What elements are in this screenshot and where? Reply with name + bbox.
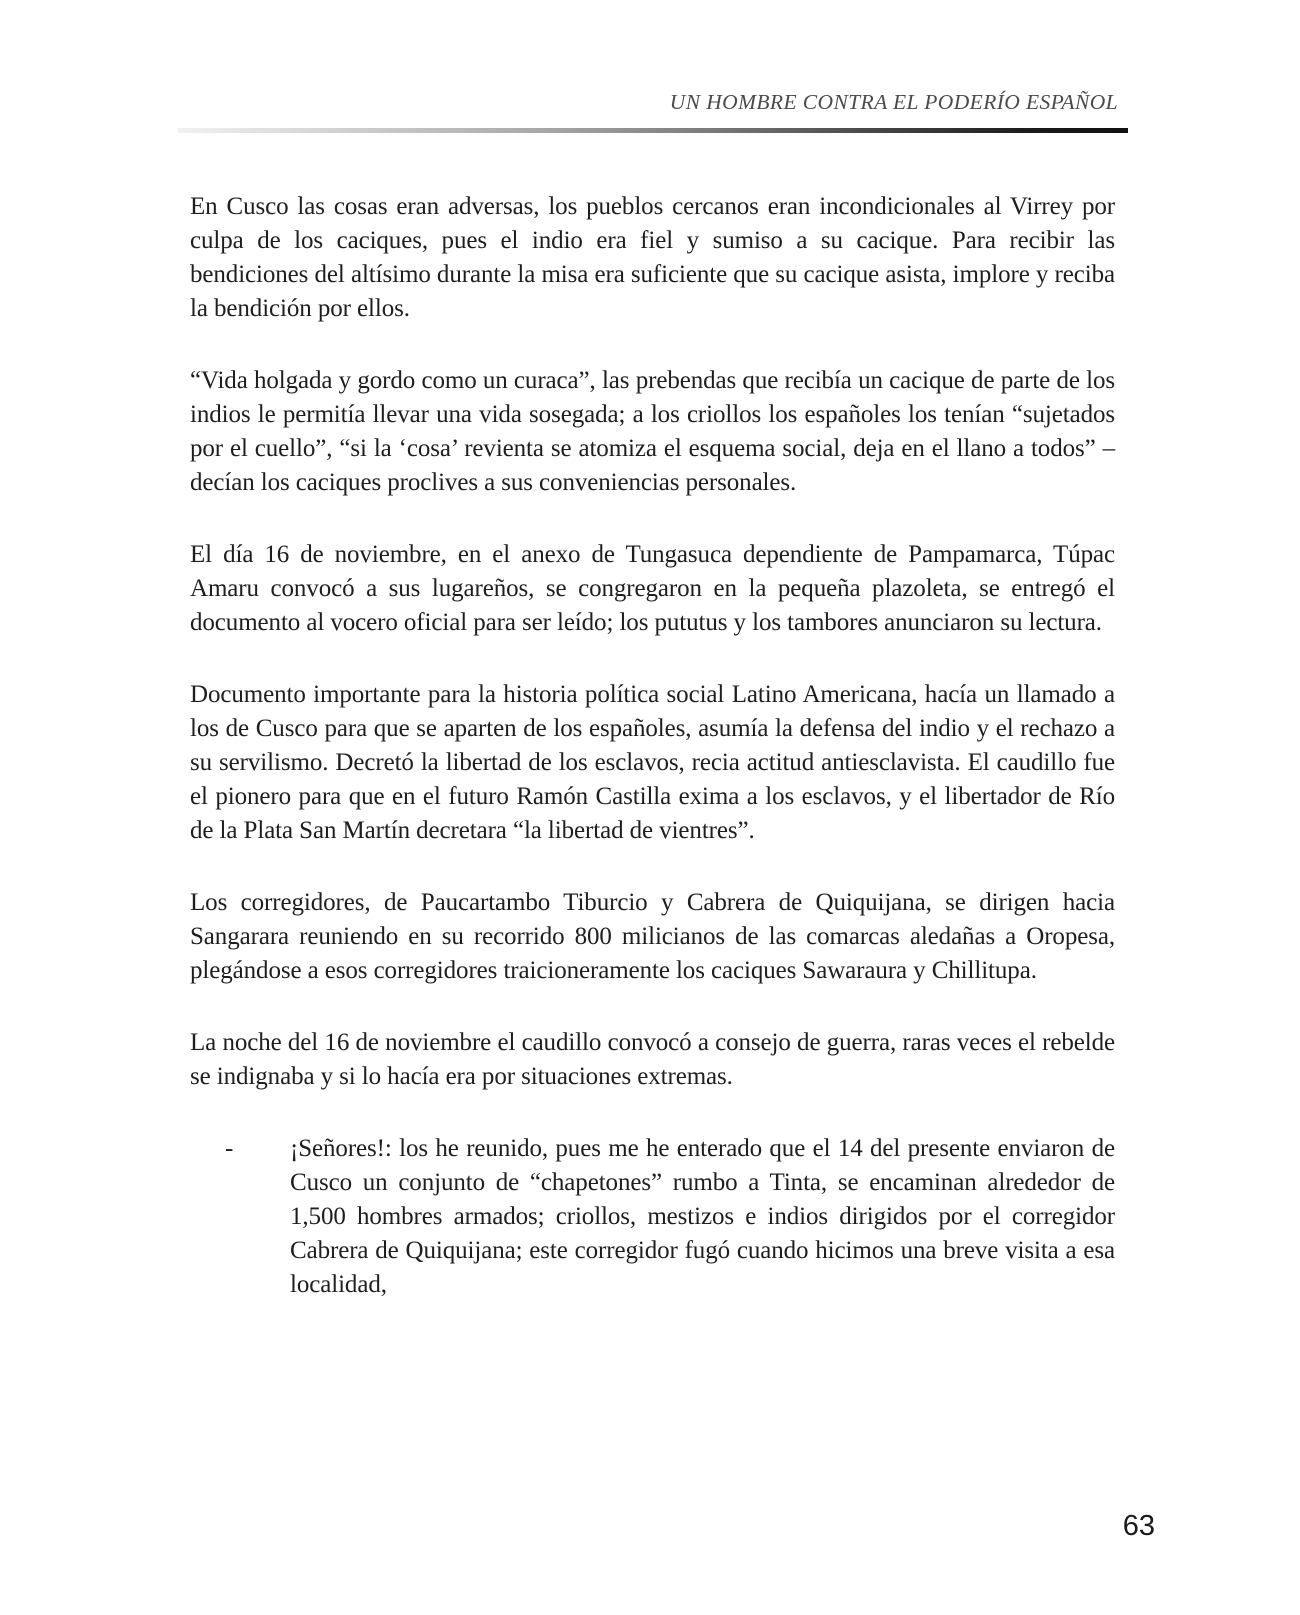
body-paragraph: “Vida holgada y gordo como un curaca”, las prebendas que recibía un cacique de parte de los indios le permitía llevar una vida sosegada; a los criollos los españoles los tenían “sujetados por el cuello”, “si la ‘cosa’ revienta se atomiza el esquema social, deja en el llano a todos” –decían los caciques proclives a sus conveniencias personales. [190, 367, 1115, 496]
body-paragraph: Los corregidores, de Paucartambo Tiburcio y Cabrera de Quiquijana, se dirigen hacia Sangarara reuniendo en su recorrido 800 milicianos de las comarcas aledañas a Oropesa, plegándose a esos corregidores traicioneramente los caciques Sawaraura y Chillitupa. [190, 889, 1115, 984]
page-body [190, 190, 1115, 1340]
dialogue-bullet-paragraph [190, 1132, 1115, 1302]
bullet-text: ¡Señores!: los he reunido, pues me he enterado que el 14 del presente enviaron de Cusco un conjunto de “chapetones” rumbo a Tinta, se encaminan alrededor de 1,500 hombres armados; criollos, mestizos e indios dirigidos por el corregidor Cabrera de Quiquijana; este corregidor fugó cuando hicimos una breve visita a esa localidad, [290, 1135, 1115, 1298]
header-rule-divider [178, 128, 1128, 133]
body-paragraph: El día 16 de noviembre, en el anexo de Tungasuca dependiente de Pampamarca, Túpac Amaru convocó a sus lugareños, se congregaron en la pequeña plazoleta, se entregó el documento al vocero oficial para ser leído; los pututus y los tambores anunciaron su lectura. [190, 541, 1115, 636]
body-paragraph: Documento importante para la historia política social Latino Americana, hacía un llamado a los de Cusco para que se aparten de los españoles, asumía la defensa del indio y el rechazo a su servilismo. Decretó la libertad de los esclavos, recia actitud antiesclavista. El caudillo fue el pionero para que en el futuro Ramón Castilla exima a los esclavos, y el libertador de Río de la Plata San Martín decretara “la libertad de vientres”. [190, 681, 1115, 844]
body-paragraph: La noche del 16 de noviembre el caudillo convocó a consejo de guerra, raras veces el rebelde se indignaba y si lo hacía era por situaciones extremas. [190, 1029, 1115, 1090]
bullet-dash-marker: - [225, 1135, 234, 1162]
body-paragraph: En Cusco las cosas eran adversas, los pueblos cercanos eran incondicionales al Virrey por culpa de los caciques, pues el indio era fiel y sumiso a su cacique. Para recibir las bendiciones del altísimo durante la misa era suficiente que su cacique asista, implore y reciba la bendición por ellos. [190, 193, 1115, 322]
running-header-title: UN HOMBRE CONTRA EL PODERÍO ESPAÑOL [669, 90, 1118, 114]
page-number: 63 [1122, 1510, 1155, 1542]
